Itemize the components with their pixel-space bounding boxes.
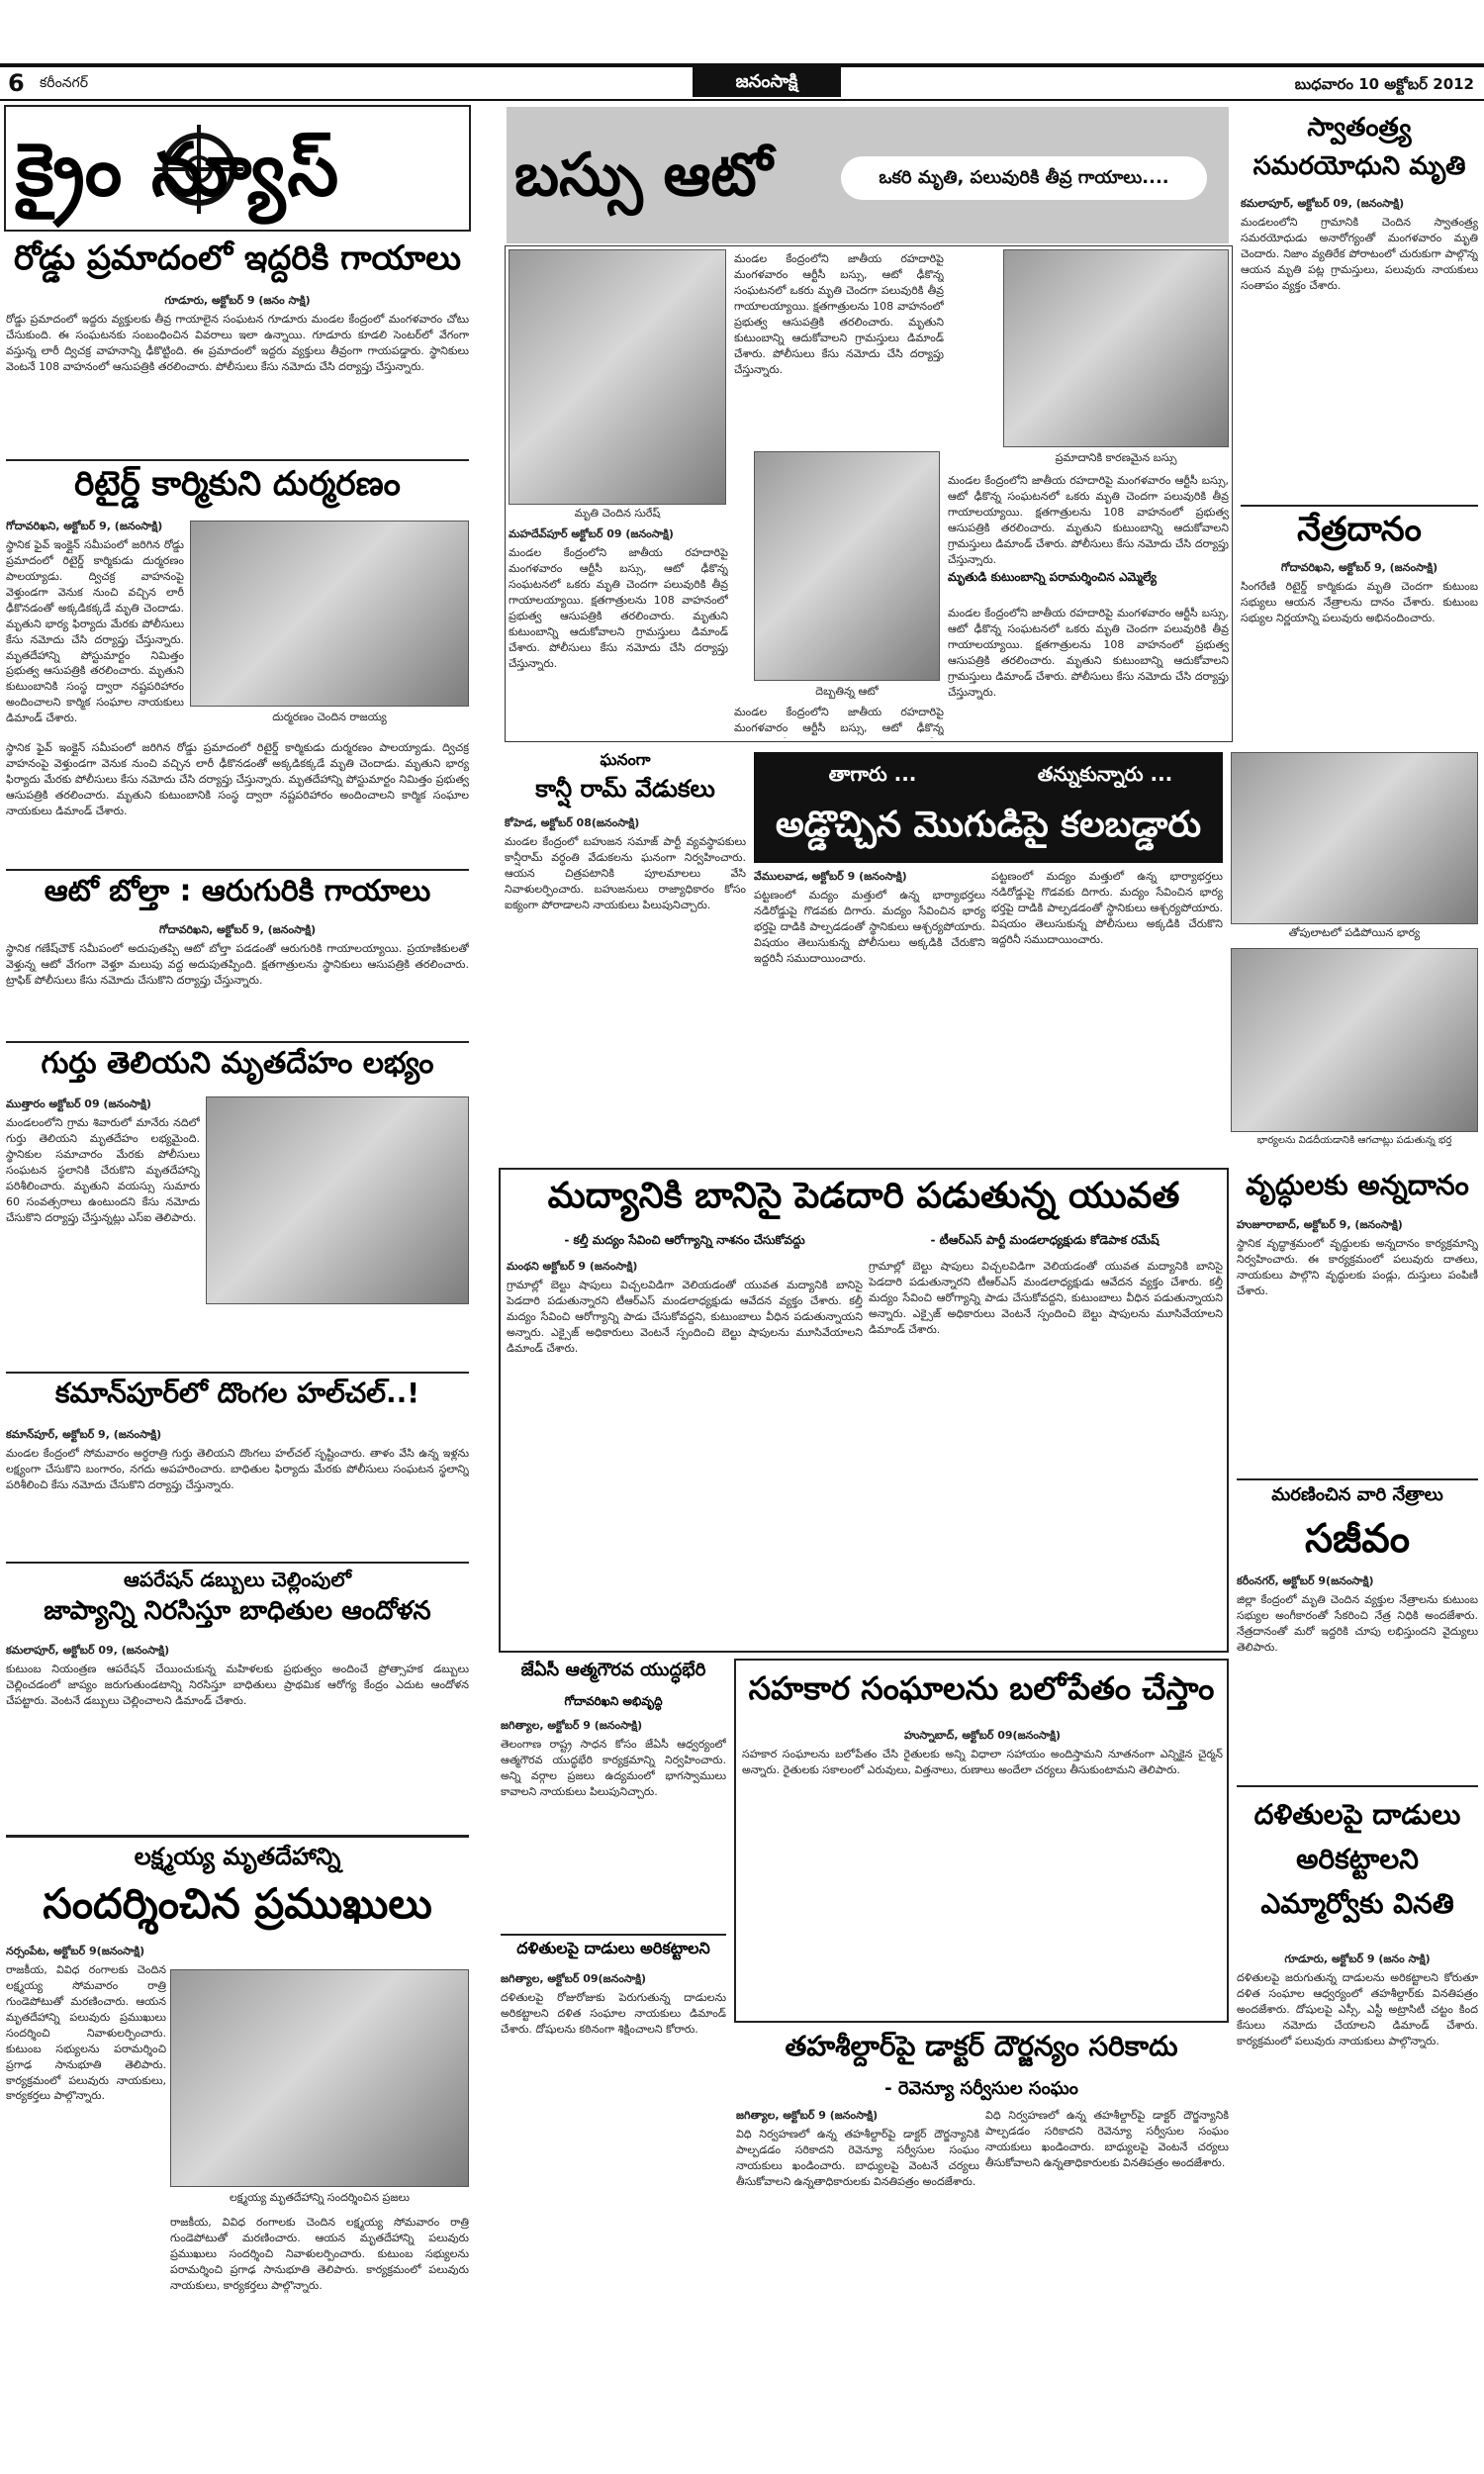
headline-road-accident: రోడ్డు ప్రమాదంలో ఇద్దరికి గాయాలు [14,239,461,278]
photo-vips-visit [170,1969,469,2187]
subhead-tahsildar: - రెవెన్యూ సర్వీసుల సంఘం [884,2078,1078,2099]
photo-wife-fallen [1231,752,1478,924]
headline-auto-bolta: ఆటో బోల్తా : ఆరుగురికి గాయాలు [44,875,431,908]
divider [6,1041,469,1043]
article-tahsildar-col2 [985,2108,1229,2464]
dateline: మహదేవ్‌పూర్ అక్టోబర్ 09 (జనంసాక్షి) [509,527,674,540]
article-body: మండల కేంద్రంలో బహుజన సమాజ్ పార్టీ వ్యవస్థాపకులు కాన్షీరామ్ వర్ధంతి వేడుకలను ఘనంగా నిర్వహించారు. ఆయన చిత్రపటానికి పూలమాలలు వేసి నివాళులర్పించారు. బహుజనులు రాజ్యాధికారం కోసం ఐక్యంగా పోరాడాలని నాయకులు పిలుపునిచ్చారు. [505,834,746,911]
dateline: జగిత్యాల, అక్టోబర్ 9 (జనంసాక్షి) [501,1719,643,1732]
article-drunk-husband-col2 [991,869,1223,1156]
article-vips-visit-cont [170,2215,469,2464]
article-body: కుటుంబ నియంత్రణ ఆపరేషన్ చేయించుకున్న మహిళలకు ప్రభుత్వం అందించే ప్రోత్సాహక డబ్బులు చెల్లించడంలో జాప్యం జరుగుతుండటాన్ని నిరసిస్తూ బాధితులు ప్రాథమిక ఆరోగ్య కేంద్రం ఎదుట ఆందోళన చేపట్టారు. వెంటనే డబ్బులు చెల్లించాలని డిమాండ్ చేశారు. [6,1662,469,1707]
divider [1237,1785,1478,1787]
article-body: పట్టణంలో మద్యం మత్తులో ఉన్న భార్యాభర్తలు నడిరోడ్డుపై గొడవకు దిగారు. మద్యం సేవించిన భార్య భర్తపై దాడికి పాల్పడడంతో స్థానికులు ఆశ్చర్యపోయారు. విషయం తెలుసుకున్న పోలీసులు అక్కడికి చేరుకొని ఇద్దరినీ సముదాయించారు. [754,888,985,965]
headline-retired-worker: రిటైర్డ్ కార్మికుని దుర్మరణం [74,465,401,504]
divider [6,1835,469,1838]
article-body: దళితులపై రోజురోజుకు పెరుగుతున్న దాడులను అరికట్టాలని దళిత సంఘాల నాయకులు డిమాండ్ చేశారు. దోషులను కఠినంగా శిక్షించాలని కోరారు. [501,1990,726,2036]
headline-kanshiram: కాన్షీ రామ్ వేడుకలు [535,776,715,803]
dateline: కమలాపూర్, అక్టోబర్ 09, (జనంసాక్షి) [6,1644,170,1657]
kicker-left: తాగారు ... [828,762,917,786]
article-body: మండలంలోని గ్రామానికి చెందిన స్వాతంత్ర్య సమరయోధుడు అనారోగ్యంతో మంగళవారం మృతి చెందారు. నిజాం వ్యతిరేక పోరాటంలో చురుకుగా పాల్గొన్న ఆయన మృతి పట్ల గ్రామస్తులు, పలువురు నాయకులు సంతాపం వ్యక్తం చేశారు. [1241,215,1478,292]
subheadline-bus-auto: ఒకరి మృతి, పలువురికి తీవ్ర గాయాలు.... [841,156,1207,200]
article-body: రోడ్డు ప్రమాదంలో ఇద్దరు వ్యక్తులకు తీవ్ర గాయాలైన సంఘటన గూడూరు మండల కేంద్రంలో మంగళవారం చోటు చేసుకుంది. ఈ సంఘటనకు సంబంధించిన వివరాలు ఇలా ఉన్నాయి. గూడూరు కూడలి సెంటర్‌లో వేగంగా వస్తున్న లారీ ద్విచక్ర వాహనాన్ని ఢీకొట్టింది. ఈ ప్రమాదంలో ఇద్దరు వ్యక్తులు తీవ్రంగా గాయపడ్డారు. స్థానికులు వెంటనే 108 వాహనంలో ఆసుపత్రికి తరలించారు. పోలీసులు కేసు నమోదు చేసి దర్యాప్తు చేస్తున్నారు. [6,312,469,373]
kicker-eyes-alive: మరణించిన వారి నేత్రాలు [1271,1484,1443,1505]
headline-tahsildar: తహశీల్దార్‌పై డాక్టర్ దౌర్జన్యం సరికాదు [785,2031,1178,2062]
headline-mro-petition: దళితులపై దాడులు అరికట్టాలని ఎమ్మార్వోకు వినతి [1253,1798,1461,1920]
dateline: హుజూరాబాద్, అక్టోబర్ 9, (జనంసాక్షి) [1237,1218,1403,1231]
photo-caption: లక్ష్మయ్య మృతదేహాన్ని సందర్శించిన ప్రజలు [230,2191,410,2204]
article-body: మండల కేంద్రంలోని జాతీయ రహదారిపై మంగళవారం ఆర్టీసీ బస్సు, ఆటో ఢీకొన్న [734,706,944,734]
photo-caption: దెబ్బతిన్న ఆటో [815,685,879,698]
bus-auto-banner [507,107,1229,243]
article-bus-auto-col2b [734,705,944,738]
dateline: గోదావరిఖని, అక్టోబర్ 9, (జనంసాక్షి) [1280,561,1438,574]
drunk-banner [754,752,1223,863]
page-date: బుధవారం 10 అక్టోబర్ 2012 [1294,75,1474,93]
article-liquor-youth-col2 [869,1259,1223,1645]
photo-caption: దుర్మరణం చెందిన రాజయ్య [272,711,387,723]
photo-caption: తోపులాటలో పడిపోయిన భార్య [1288,926,1421,939]
headline-dalit-attacks: దళితులపై దాడులు అరికట్టాలని [516,1940,710,1957]
dateline: హుస్నాబాద్, అక్టోబర్ 09(జనంసాక్షి) [903,1729,1062,1742]
dateline: కమాన్‌పూర్, అక్టోబర్ 9, (జనంసాక్షి) [6,1428,162,1441]
article-body: స్థానిక ఫైవ్ ఇంక్లైన్ సమీపంలో జరిగిన రోడ్డు ప్రమాదంలో రిటైర్డ్ కార్మికుడు దుర్మరణం పాలయ్యాడు. ద్విచక్ర వాహనంపై వెళ్తుండగా వెనుక నుంచి వచ్చిన లారీ ఢీకొనడంతో అక్కడికక్కడే మృతి చెందాడు. మృతుని భార్య ఫిర్యాదు మేరకు పోలీసులు కేసు నమోదు చేసి దర్యాప్తు చేస్తున్నారు. మృతదేహాన్ని పోస్టుమార్టం నిమిత్తం ప్రభుత్వ ఆసుపత్రికి తరలించారు. మృతుని కుటుంబానికి సంస్థ ద్వారా నష్టపరిహారం అందించాలని కార్మిక సంఘాల నాయకులు డిమాండ్ చేశారు. [6,537,184,725]
article-kanshiram [505,815,746,1156]
kicker-vips-visit: లక్ష్మయ్య మృతదేహాన్ని [134,1843,341,1870]
article-body: మండల కేంద్రంలోని జాతీయ రహదారిపై మంగళవారం ఆర్టీసీ బస్సు, ఆటో ఢీకొన్న సంఘటనలో ఒకరు మృతి చెందగా పలువురికి తీవ్ర గాయాలయ్యాయి. క్షతగాత్రులను 108 వాహనంలో ప్రభుత్వ ఆసుపత్రికి తరలించారు. మృతుని కుటుంబాన్ని ఆదుకోవాలని గ్రామస్తులు డిమాండ్ చేశారు. పోలీసులు కేసు నమోదు చేసి దర్యాప్తు చేస్తున్నారు. [948,607,1229,699]
article-thieves [6,1427,469,1558]
divider [6,869,469,871]
dateline: గూడూరు, అక్టోబర్ 9 (జనం సాక్షి) [1284,1952,1431,1965]
article-body: గ్రామాల్లో బెల్టు షాపులు విచ్చలవిడిగా వెలియడంతో యువత మద్యానికి బానిసై పెడదారి పడుతున్నారని టీఆర్ఎస్ మండలాధ్యక్షుడు ఆవేదన వ్యక్తం చేశారు. కల్తీ మద్యం సేవించి ఆరోగ్యాన్ని పాడు చేసుకోవద్దని, కుటుంబాలు వీధిన పడుతున్నాయని అన్నారు. ఎక్సైజ్ అధికారులు వెంటనే స్పందించి బెల్టు షాపులను మూసివేయాలని డిమాండ్ చేశారు. [869,1260,1223,1336]
article-body: సింగరేణి రిటైర్డ్ కార్మికుడు మృతి చెందగా కుటుంబ సభ్యులు ఆయన నేత్రాలను దానం చేశారు. కుటుంబ సభ్యుల నిర్ణయాన్ని పలువురు అభినందించారు. [1241,579,1478,624]
article-body: మండలంలోని గ్రామ శివారులో మానేరు నదిలో గుర్తు తెలియని మృతదేహం లభ్యమైంది. స్థానికుల సమాచారం మేరకు పోలీసులు సంఘటన స్థలానికి చేరుకొని మృతదేహాన్ని పరిశీలించారు. మృతుని వయస్సు సుమారు 60 సంవత్సరాలు ఉంటుందని కేసు నమోదు చేసుకొని దర్యాప్తు చేస్తున్నట్లు ఎస్ఐ తెలిపారు. [6,1115,200,1224]
photo-caption: భార్యలను విడదీయడానికి ఆగచాట్లు పడుతున్న భర్త [1256,1135,1452,1146]
dateline: గోదావరిఖని, అక్టోబర్ 9, (జనంసాక్షి) [6,520,163,532]
dateline: వేములవాడ, అక్టోబర్ 9 (జనంసాక్షి) [754,870,907,883]
article-unidentified-body [6,1096,200,1316]
crime-news-banner [4,105,471,232]
side-heading-mla: మృతుడి కుటుంబాన్ని పరామర్శించిన ఎమ్మెల్యే [948,570,1158,584]
headline-eye-donation: నేత్రదానం [1297,511,1422,549]
article-body: స్థానిక ఫైవ్ ఇంక్లైన్ సమీపంలో జరిగిన రోడ్డు ప్రమాదంలో రిటైర్డ్ కార్మికుడు దుర్మరణం పాలయ్యాడు. ద్విచక్ర వాహనంపై వెళ్తుండగా వెనుక నుంచి వచ్చిన లారీ ఢీకొనడంతో అక్కడికక్కడే మృతి చెందాడు. మృతుని భార్య ఫిర్యాదు మేరకు పోలీసులు కేసు నమోదు చేసి దర్యాప్తు చేస్తున్నారు. మృతదేహాన్ని పోస్టుమార్టం నిమిత్తం ప్రభుత్వ ఆసుపత్రికి తరలించారు. మృతుని కుటుంబానికి సంస్థ ద్వారా నష్టపరిహారం అందించాలని కార్మిక సంఘాల నాయకులు డిమాండ్ చేశారు. [6,741,469,817]
article-tahsildar [736,2108,979,2464]
photo-victim [509,249,726,505]
article-eye-donation [1241,560,1478,738]
dateline: కోహెడ, అక్టోబర్ 08(జనంసాక్షి) [505,816,640,829]
divider [6,459,469,461]
headline-drunk-husband: అడ్డొచ్చిన మొగుడిపై కలబడ్డారు [775,805,1202,845]
dateline: గూడూరు, అక్టోబర్ 9 (జనం సాక్షి) [164,294,311,307]
article-eyes-alive [1237,1573,1478,1781]
photo-retired-worker [190,521,469,707]
divider [1241,505,1478,507]
photo-damaged-auto [754,451,940,681]
article-freedom-fighter [1241,196,1478,501]
article-coop [742,1728,1223,2017]
divider [1237,1478,1478,1480]
kicker-kanshiram: ఘనంగా [600,750,651,769]
sub-left: - కల్తీ మద్యం సేవించి ఆరోగ్యాన్ని నాశనం చేసుకోవద్దు [564,1233,805,1247]
article-liquor-youth [507,1259,863,1645]
divider [6,1372,469,1374]
article-body: రాజకీయ, వివిధ రంగాలకు చెందిన లక్ష్మయ్య సోమవారం రాత్రి గుండెపోటుతో మరణించారు. ఆయన మృతదేహాన్ని పలువురు ప్రముఖులు సందర్శించి నివాళులర్పించారు. కుటుంబ సభ్యులను పరామర్శించి ప్రగాఢ సానుభూతి తెలిపారు. కార్యక్రమంలో పలువురు నాయకులు, కార్యకర్తలు పాల్గొన్నారు. [6,1962,166,2103]
article-bus-auto-col3b [948,606,1229,738]
dateline: జగిత్యాల, అక్టోబర్ 9 (జనంసాక్షి) [736,2109,879,2122]
kicker-right: తన్నుకున్నారు ... [1037,762,1173,786]
article-body: సహకార సంఘాలను బలోపేతం చేసి రైతులకు అన్ని విధాలా సహాయం అందిస్తామని నూతనంగా ఎన్నికైన చైర్మన్ అన్నారు. రైతులకు సకాలంలో ఎరువులు, విత్తనాలు, రుణాలు అందేలా చర్యలు తీసుకుంటామని తెలిపారు. [742,1747,1223,1776]
photo-bus [1003,249,1229,447]
article-body: జిల్లా కేంద్రంలో మృతి చెందిన వ్యక్తుల నేత్రాలను కుటుంబ సభ్యుల అంగీకారంతో సేకరించి నేత్ర నిధికి అందజేశారు. నేత్రదానంతో మరో ఇద్దరికి చూపు లభిస్తుందని వైద్యులు తెలిపారు. [1237,1592,1478,1654]
article-road-accident [6,293,469,455]
article-body: గ్రామాల్లో బెల్టు షాపులు విచ్చలవిడిగా వెలియడంతో యువత మద్యానికి బానిసై పెడదారి పడుతున్నారని టీఆర్ఎస్ మండలాధ్యక్షుడు ఆవేదన వ్యక్తం చేశారు. కల్తీ మద్యం సేవించి ఆరోగ్యాన్ని పాడు చేసుకోవద్దని, కుటుంబాలు వీధిన పడుతున్నాయని అన్నారు. ఎక్సైజ్ అధికారులు వెంటనే స్పందించి బెల్టు షాపులను మూసివేయాలని డిమాండ్ చేశారు. [507,1278,863,1355]
crime-logo-text: క్రైం న్యూస్ [16,128,341,213]
dateline: గోదావరిఖని, అక్టోబర్ 9, (జనంసాక్షి) [158,923,317,936]
photo-unidentified-body [206,1096,469,1304]
photo-husband-separating [1231,948,1478,1132]
article-mro-petition [1237,1951,1478,2464]
headline-bus-auto: బస్సు ఆటో [514,141,773,210]
headline-vips-visit: సందర్శించిన ప్రముఖులు [43,1880,432,1928]
article-body: విధి నిర్వహణలో ఉన్న తహశీల్దార్‌పై డాక్టర్ దౌర్జన్యానికి పాల్పడడం సరికాదని రెవెన్యూ సర్వీసుల సంఘం నాయకులు ఖండించారు. బాధ్యులపై వెంటనే చర్యలు తీసుకోవాలని ఉన్నతాధికారులకు వినతిపత్రం అందజేశారు. [985,2109,1229,2169]
headline-coop: సహకార సంఘాలను బలోపేతం చేస్తాం [748,1670,1215,1707]
article-jac-protest [501,1718,726,1930]
masthead-logo [693,67,841,97]
article-body: తెలంగాణ రాష్ట్ర సాధన కోసం జేఏసీ ఆధ్వర్యంలో ఆత్మగౌరవ యుద్ధభేరి కార్యక్రమాన్ని నిర్వహించారు. అన్ని వర్గాల ప్రజలు ఉద్యమంలో భాగస్వాములు కావాలని నాయకులు పిలుపునిచ్చారు. [501,1737,726,1798]
headline-eyes-alive: సజీవం [1304,1516,1411,1562]
dateline: జగిత్యాల, అక్టోబర్ 09(జనంసాక్షి) [501,1972,647,1985]
header-bottom-rule [0,99,1484,101]
article-vips-visit [6,1944,166,2464]
headline-freedom-fighter: స్వాతంత్ర్య సమరయోధుని మృతి [1252,113,1466,181]
headline-thieves: కమాన్‌పూర్‌లో దొంగల హల్‌చల్..! [54,1378,420,1409]
article-bus-auto-col3 [948,473,1229,566]
divider [501,1934,726,1936]
article-body: మండల కేంద్రంలో సోమవారం అర్ధరాత్రి గుర్తు తెలియని దొంగలు హల్‌చల్ సృష్టించారు. తాళం వేసి ఉన్న ఇళ్లను లక్ష్యంగా చేసుకొని బంగారం, నగదు అపహరించారు. బాధితుల ఫిర్యాదు మేరకు పోలీసులు సంఘటన స్థలాన్ని పరిశీలించి కేసు నమోదు చేసుకొని దర్యాప్తు చేస్తున్నారు. [6,1446,469,1491]
article-body: రాజకీయ, వివిధ రంగాలకు చెందిన లక్ష్మయ్య సోమవారం రాత్రి గుండెపోటుతో మరణించారు. ఆయన మృతదేహాన్ని పలువురు ప్రముఖులు సందర్శించి నివాళులర్పించారు. కుటుంబ సభ్యులను పరామర్శించి ప్రగాఢ సానుభూతి తెలిపారు. కార్యక్రమంలో పలువురు నాయకులు, కార్యకర్తలు పాల్గొన్నారు. [170,2216,469,2292]
dateline: కరీంనగర్, అక్టోబర్ 9(జనంసాక్షి) [1237,1574,1374,1587]
article-body: పట్టణంలో మద్యం మత్తులో ఉన్న భార్యాభర్తలు నడిరోడ్డుపై గొడవకు దిగారు. మద్యం సేవించిన భార్య భర్తపై దాడికి పాల్పడడంతో స్థానికులు ఆశ్చర్యపోయారు. విషయం తెలుసుకున్న పోలీసులు అక్కడికి చేరుకొని ఇద్దరినీ సముదాయించారు. [991,870,1223,946]
photo-caption: ప్రమాదానికి కారణమైన బస్సు [1055,451,1177,464]
photo-caption: మృతి చెందిన సురేష్ [574,507,661,520]
article-body: విధి నిర్వహణలో ఉన్న తహశీల్దార్‌పై డాక్టర్ దౌర్జన్యానికి పాల్పడడం సరికాదని రెవెన్యూ సర్వీసుల సంఘం నాయకులు ఖండించారు. బాధ్యులపై వెంటనే చర్యలు తీసుకోవాలని ఉన్నతాధికారులకు వినతిపత్రం అందజేశారు. [736,2127,979,2188]
article-bus-auto [509,526,728,738]
article-body: స్థానిక గణేష్‌చౌక్ సమీపంలో అదుపుతప్పి ఆటో బోల్తా పడడంతో ఆరుగురికి గాయాలయ్యాయి. ప్రయాణికులతో వెళ్తున్న ఆటో వేగంగా వెళ్తూ మలుపు వద్ద అదుపుతప్పింది. క్షతగాత్రులను స్థానికులు ఆసుపత్రికి తరలించారు. ట్రాఫిక్ పోలీసులు కేసు నమోదు చేసుకొని దర్యాప్తు చేస్తున్నారు. [6,941,469,987]
dateline: నర్సంపేట, అక్టోబర్ 9(జనంసాక్షి) [6,1945,145,1957]
kicker-protest: ఆపరేషన్ డబ్బులు చెల్లింపులో [124,1568,351,1591]
article-dalit-attacks [501,1971,726,2464]
subhead-jac: గోదావరిఖని అభివృద్ధి [564,1694,663,1708]
article-elderly-food [1237,1217,1478,1475]
dateline: మంథని అక్టోబర్ 9 (జనంసాక్షి) [507,1260,638,1273]
headline-unidentified-body: గుర్తు తెలియని మృతదేహం లభ్యం [41,1047,434,1081]
article-body: మండల కేంద్రంలోని జాతీయ రహదారిపై మంగళవారం ఆర్టీసీ బస్సు, ఆటో ఢీకొన్న సంఘటనలో ఒకరు మృతి చెందగా పలువురికి తీవ్ర గాయాలయ్యాయి. క్షతగాత్రులను 108 వాహనంలో ప్రభుత్వ ఆసుపత్రికి తరలించారు. మృతుని కుటుంబాన్ని ఆదుకోవాలని గ్రామస్తులు డిమాండ్ చేశారు. పోలీసులు కేసు నమోదు చేసి దర్యాప్తు చేస్తున్నారు. [734,252,944,376]
sub-right: - టీఆర్ఎస్ పార్టీ మండలాధ్యక్షుడు కోడెపాక రమేష్ [930,1233,1159,1247]
headline-elderly-food: వృద్ధులకు అన్నదానం [1246,1170,1469,1201]
article-body: స్థానిక వృద్ధాశ్రమంలో వృద్ధులకు అన్నదానం కార్యక్రమాన్ని నిర్వహించారు. ఈ కార్యక్రమంలో పలువురు దాతలు, నాయకులు పాల్గొని వృద్ధులకు పండ్లు, దుస్తులు పంపిణీ చేశారు. [1237,1236,1478,1297]
divider [6,1562,469,1564]
article-retired-worker [6,519,184,736]
dateline: ముత్తారం అక్టోబర్ 09 (జనంసాక్షి) [6,1097,151,1110]
page-number: 6 [8,69,25,97]
headline-jac-protest: జేఏసీ ఆత్మగౌరవ యుద్ధభేరి [520,1661,706,1680]
article-body: మండల కేంద్రంలోని జాతీయ రహదారిపై మంగళవారం ఆర్టీసీ బస్సు, ఆటో ఢీకొన్న సంఘటనలో ఒకరు మృతి చెందగా పలువురికి తీవ్ర గాయాలయ్యాయి. క్షతగాత్రులను 108 వాహనంలో ప్రభుత్వ ఆసుపత్రికి తరలించారు. మృతుని కుటుంబాన్ని ఆదుకోవాలని గ్రామస్తులు డిమాండ్ చేశారు. పోలీసులు కేసు నమోదు చేసి దర్యాప్తు చేస్తున్నారు. [509,545,728,670]
article-body: మండల కేంద్రంలోని జాతీయ రహదారిపై మంగళవారం ఆర్టీసీ బస్సు, ఆటో ఢీకొన్న సంఘటనలో ఒకరు మృతి చెందగా పలువురికి తీవ్ర గాయాలయ్యాయి. క్షతగాత్రులను 108 వాహనంలో ప్రభుత్వ ఆసుపత్రికి తరలించారు. మృతుని కుటుంబాన్ని ఆదుకోవాలని గ్రామస్తులు డిమాండ్ చేశారు. పోలీసులు కేసు నమోదు చేసి దర్యాప్తు చేస్తున్నారు. [948,474,1229,566]
headline-protest: జాప్యాన్ని నిరసిస్తూ బాధితుల ఆందోళన [44,1597,431,1626]
article-protest [6,1643,469,1829]
article-body: దళితులపై జరుగుతున్న దాడులను అరికట్టాలని కోరుతూ దళిత సంఘాల ఆధ్వర్యంలో తహశీల్దార్‌కు వినతిపత్రం అందజేశారు. దోషులపై ఎస్సీ, ఎస్టీ అట్రాసిటీ చట్టం కింద కేసులు నమోదు చేయాలని డిమాండ్ చేశారు. కార్యక్రమంలో పలువురు నాయకులు పాల్గొన్నారు. [1237,1970,1478,2047]
article-auto-bolta [6,922,469,1037]
section-name: కరీంనగర్ [40,75,88,91]
article-drunk-husband [754,869,985,1156]
headline-liquor-youth: మద్యానికి బానిసై పెడదారి పడుతున్న యువత [547,1176,1180,1216]
article-bus-auto-col2 [734,251,944,445]
dateline: కమలాపూర్, అక్టోబర్ 09, (జనంసాక్షి) [1241,197,1405,210]
article-retired-worker-cont [6,740,469,865]
paper-name: జనంసాక్షి [735,71,798,92]
